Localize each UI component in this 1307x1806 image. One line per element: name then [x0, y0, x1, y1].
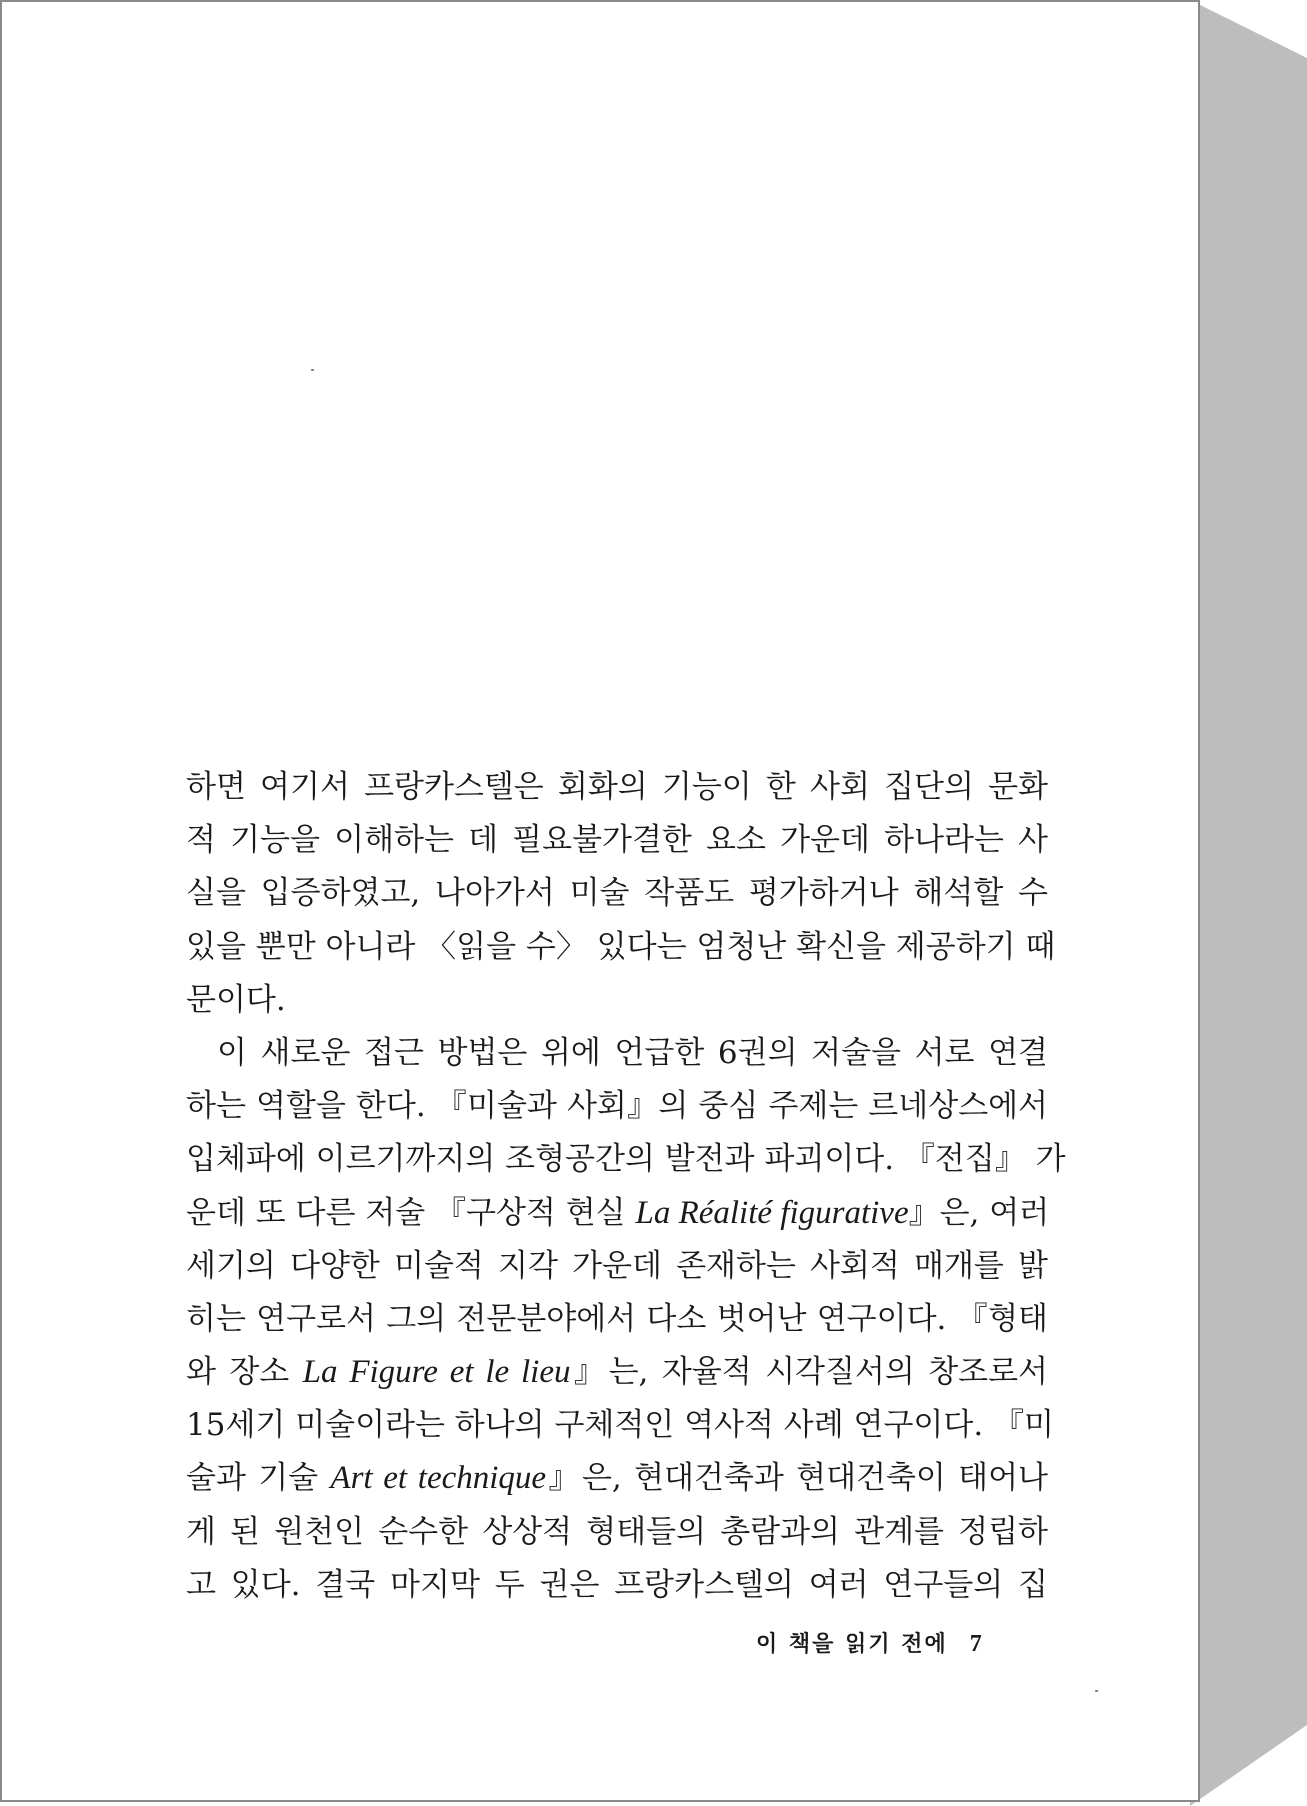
text-line: 세기의 다양한 미술적 지각 가운데 존재하는 사회적 매개를 밝: [186, 1247, 1048, 1284]
text-line: [186, 1346, 1048, 1399]
body-text: [186, 761, 1066, 1612]
text-line: 이 새로운 접근 방법은 위에 언급한 6권의 저술을 서로 연결: [217, 1034, 1048, 1071]
text-run: 』은, 현대건축과 현대건축이 태어나: [546, 1460, 1048, 1497]
text-line: [186, 1452, 1048, 1505]
text-line: 문이다.: [186, 981, 286, 1018]
text-run: 운데 또 다른 저술 『구상적 현실: [186, 1194, 636, 1231]
text-run: 』은, 여러: [908, 1194, 1050, 1231]
text-line: 고 있다. 결국 마지막 두 권은 프랑카스텔의 여러 연구들의 집: [186, 1566, 1048, 1603]
text-line: 있을 뿐만 아니라 〈읽을 수〉 있다는 엄청난 확신을 제공하기 때: [186, 928, 1056, 965]
page-edge-shadow: [1190, 0, 1307, 1806]
text-line: 게 된 원천인 순수한 상상적 형태들의 총람과의 관계를 정립하: [186, 1513, 1048, 1550]
text-line: 실을 입증하였고, 나아가서 미술 작품도 평가하거나 해석할 수: [186, 875, 1048, 912]
text-run: 』는, 자율적 시각질서의 창조로서: [570, 1354, 1049, 1391]
scan-speck: [1095, 1690, 1098, 1692]
text-line: 하는 역할을 한다. 『미술과 사회』의 중심 주제는 르네상스에서: [186, 1088, 1048, 1125]
scan-speck: [311, 369, 314, 371]
italic-book-title: La Réalité figurative: [635, 1194, 909, 1231]
text-line: 15세기 미술이라는 하나의 구체적인 역사적 사례 연구이다. 『미: [186, 1407, 1054, 1444]
page-number: 7: [969, 1631, 984, 1657]
running-footer: [756, 1627, 984, 1658]
text-line: [186, 1187, 1048, 1240]
text-run: 와 장소: [186, 1354, 303, 1391]
text-line: 히는 연구로서 그의 전문분야에서 다소 벗어난 연구이다. 『형태: [186, 1300, 1048, 1337]
running-title: 이 책을 읽기 전에: [756, 1632, 948, 1657]
italic-book-title: La Figure et le lieu: [302, 1354, 571, 1391]
italic-book-title: Art et technique: [330, 1460, 547, 1497]
text-run: 술과 기술: [186, 1460, 331, 1497]
text-line: 입체파에 이르기까지의 조형공간의 발전과 파괴이다. 『전집』 가: [186, 1141, 1066, 1178]
text-line: 적 기능을 이해하는 데 필요불가결한 요소 가운데 하나라는 사: [186, 822, 1048, 859]
text-line: 하면 여기서 프랑카스텔은 회화의 기능이 한 사회 집단의 문화: [186, 769, 1048, 805]
